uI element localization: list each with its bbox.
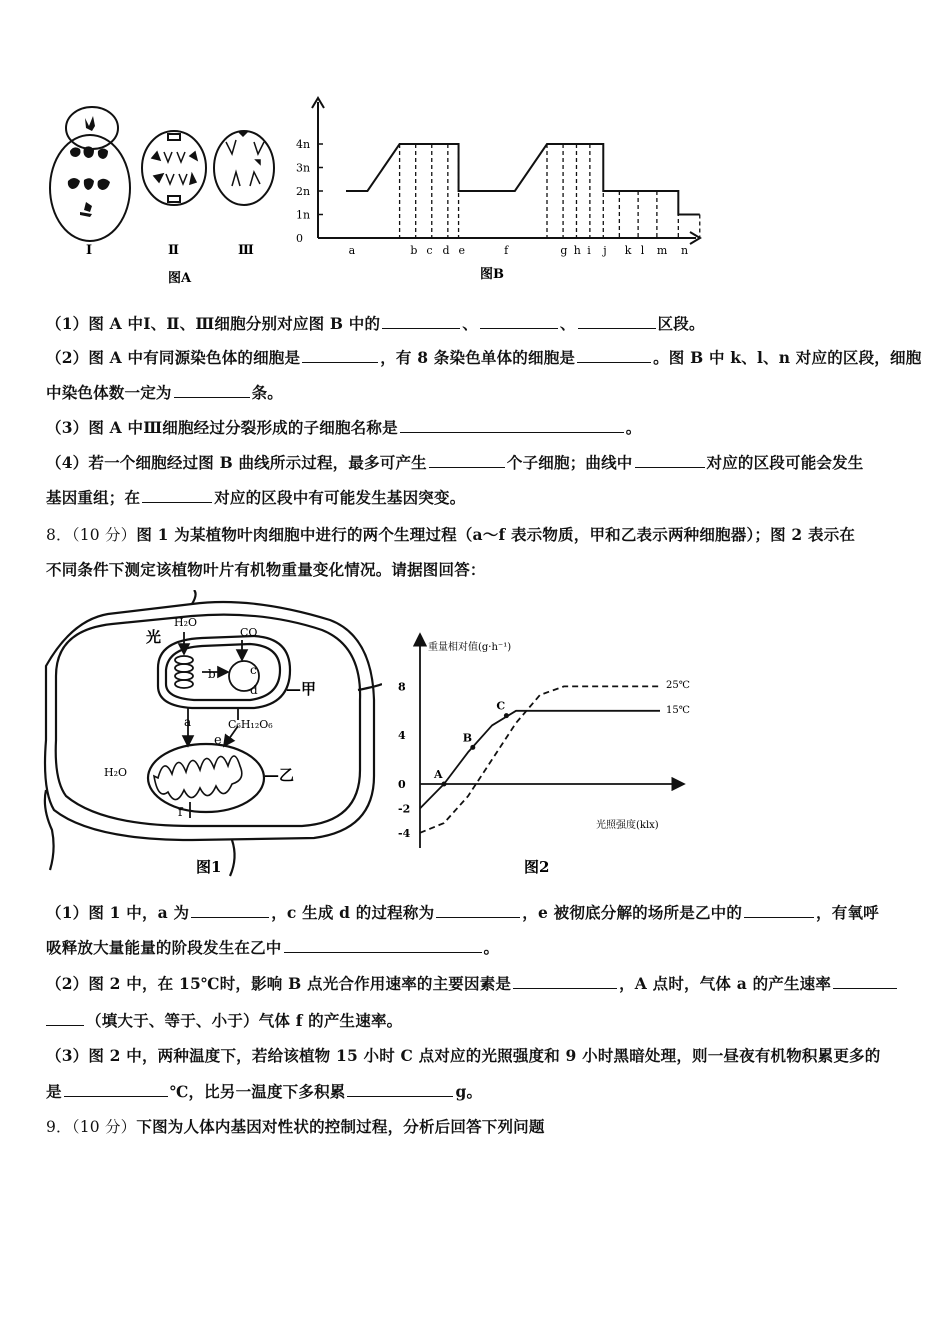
- cell-label-iii: Ⅲ: [238, 243, 254, 258]
- q8-part3-cont: [46, 1080, 482, 1102]
- q7-part4: [46, 451, 864, 473]
- figb-xlabel-k: k: [624, 244, 632, 257]
- fig2-point-B: [470, 745, 475, 750]
- q8-blank-5[interactable]: [513, 974, 617, 989]
- q8-intro: [46, 523, 855, 545]
- q8-p1d-text: ，有氧呼: [816, 903, 879, 922]
- q7-blank-4[interactable]: [302, 348, 378, 363]
- cell-ii: [142, 131, 206, 205]
- label-yi: —乙: [264, 766, 295, 784]
- label-a: a: [184, 715, 192, 729]
- q8-blank-8[interactable]: [347, 1082, 453, 1097]
- figb-xlabel-m: m: [656, 244, 668, 257]
- figb-xlabel-n: n: [681, 244, 689, 257]
- q7-blank-5[interactable]: [577, 348, 651, 363]
- q8-part1: [46, 901, 879, 923]
- figure-a-label: 图A: [168, 271, 192, 286]
- q8-p3a-text: （3）图 2 中，两种温度下，若给该植物 15 小时 C 点对应的光照强度和 9 小时黑暗处理，则一昼夜有机物积累更多的: [46, 1046, 881, 1065]
- figb-xlabel-e: e: [458, 244, 466, 257]
- q7-p1-sep-1: 、: [462, 314, 478, 333]
- figb-xlabel-b: b: [410, 244, 418, 257]
- q8-blank-3[interactable]: [744, 903, 814, 918]
- figb-ytick-3n: 3n: [296, 161, 311, 175]
- q8-blank-1[interactable]: [191, 903, 269, 918]
- q8-p1f-text: 。: [483, 938, 500, 957]
- fig2-xlabel: 光照强度(klx): [596, 820, 659, 831]
- q7-blank-10[interactable]: [142, 488, 212, 503]
- q8-blank-2[interactable]: [436, 903, 520, 918]
- cell-iii: [214, 131, 274, 205]
- label-c: c: [250, 663, 257, 677]
- q7-blank-9[interactable]: [635, 453, 705, 468]
- q7-blank-3[interactable]: [578, 314, 656, 329]
- label-jia: —甲: [286, 680, 317, 698]
- q7-blank-1[interactable]: [382, 314, 460, 329]
- fig2-axes: [420, 634, 684, 848]
- q7-part2: [46, 346, 921, 368]
- fig2-point-label-A: A: [434, 768, 443, 781]
- q8-p2b-text: ，A 点时，气体 a 的产生速率: [619, 974, 832, 993]
- figb-xlabel-f: f: [504, 244, 509, 257]
- q8-p3d-text: g。: [455, 1082, 483, 1101]
- figb-xlabel-d: d: [442, 244, 450, 257]
- q7-part4-cont: [46, 486, 465, 508]
- fig2-ytick--2: -2: [398, 802, 411, 816]
- q8-intro-cont: [46, 558, 486, 580]
- fig2-ytick-0: 0: [398, 778, 406, 791]
- label-f: f: [178, 805, 183, 819]
- q8-p3c-text: ℃，比另一温度下多积累: [169, 1082, 346, 1101]
- fig2-point-label-B: B: [462, 731, 473, 745]
- figure-b-chart: [292, 96, 712, 291]
- figb-ytick-2n: 2n: [296, 185, 311, 198]
- q8-blank-6a[interactable]: [833, 974, 897, 989]
- fig2-point-A: [442, 782, 447, 787]
- figure-b-label: 图B: [480, 267, 504, 282]
- label-b: b: [208, 667, 216, 681]
- label-h2o-top: H₂O: [174, 616, 198, 629]
- label-glucose: C₆H₁₂O₆: [228, 718, 273, 731]
- fig2-ytick--4: -4: [398, 826, 411, 840]
- fig2-ytick-8: 8: [398, 680, 406, 694]
- q7-p2d-text: 中染色体数一定为: [46, 383, 172, 402]
- q8-blank-4[interactable]: [284, 938, 482, 953]
- label-h2o-left: H₂O: [104, 766, 128, 779]
- q7-p2a-text: （2）图 A 中有同源染色体的细胞是: [46, 348, 301, 367]
- figure-b-axes: [312, 98, 700, 244]
- q7-p4c-text: 对应的区段可能会发生: [706, 453, 864, 472]
- q8-intro-b: 不同条件下测定该植物叶片有机物重量变化情况。请据图回答：: [46, 560, 486, 579]
- fig2-ytick-4: 4: [398, 729, 406, 743]
- label-d: d: [250, 683, 258, 697]
- cell-label-ii: Ⅱ: [168, 243, 179, 258]
- thylakoid-stack: [175, 656, 193, 688]
- figure-1-cell-diagram: [42, 590, 382, 882]
- q8-part2: [46, 972, 899, 994]
- q8-blank-7[interactable]: [64, 1082, 168, 1097]
- q7-part1: [46, 312, 705, 334]
- fig2-series-15c: [420, 711, 660, 809]
- cell-iii-chromosomes: [226, 132, 264, 186]
- figure-1-label: 图1: [196, 858, 222, 876]
- figb-xlabel-h: h: [573, 244, 581, 257]
- figb-ytick-0: 0: [296, 232, 303, 245]
- figb-xlabel-j: j: [603, 244, 607, 257]
- fig2-series-25c: [420, 686, 660, 832]
- figb-xlabel-i: i: [587, 244, 591, 257]
- fig2-point-label-C: C: [496, 699, 506, 713]
- q7-part3: [46, 416, 641, 438]
- figb-xlabel-a: a: [348, 244, 356, 257]
- q8-blank-6b[interactable]: [46, 1011, 84, 1026]
- fig2-ylabel: 重量相对值(g·h⁻¹): [428, 642, 512, 653]
- q8-p1a-text: （1）图 1 中，a 为: [46, 903, 190, 922]
- figb-xlabel-l: l: [640, 244, 645, 257]
- figb-xlabel-c: c: [426, 244, 433, 257]
- q9-intro: [46, 1115, 545, 1137]
- q7-p1-sep-2: 、: [559, 314, 576, 333]
- q7-p2b-text: ，有 8 条染色单体的细胞是: [380, 348, 576, 367]
- label-e: e: [214, 733, 222, 748]
- q8-p2c-text: （填大于、等于、小于）气体 f 的产生速率。: [86, 1011, 403, 1030]
- cell-label-i: Ⅰ: [86, 243, 93, 258]
- q7-blank-2[interactable]: [480, 314, 558, 329]
- q7-p4a-text: （4）若一个细胞经过图 B 曲线所示过程，最多可产生: [46, 453, 427, 472]
- q7-blank-8[interactable]: [429, 453, 505, 468]
- q8-intro-a: 图 1 为某植物叶肉细胞中进行的两个生理过程（a～f 表示物质，甲和乙表示两种细胞器）；图 2 表示在: [136, 525, 856, 544]
- q7-p2e-text: 条。: [251, 383, 284, 402]
- q7-part2-cont: [46, 381, 283, 403]
- q8-part2-cont: [46, 1009, 402, 1031]
- cell-ii-chromosomes: [152, 152, 197, 184]
- figure-a: [40, 96, 290, 291]
- q7-blank-7[interactable]: [400, 418, 624, 433]
- q8-p1c-text: ，e 被彻底分解的场所是乙中的: [522, 903, 743, 922]
- figb-ytick-4n: 4n: [296, 138, 311, 151]
- q9-text: 下图为人体内基因对性状的控制过程，分析后回答下列问题: [136, 1117, 545, 1136]
- q7-p1-end: 区段。: [657, 314, 705, 333]
- fig2-legend-25: 25℃: [666, 680, 690, 691]
- q8-p1e-text: 吸释放大量能量的阶段发生在乙中: [46, 938, 282, 957]
- label-light: 光: [146, 628, 162, 646]
- q7-p4d-text: 基因重组；在: [46, 488, 141, 507]
- label-co2: CO: [240, 626, 258, 639]
- q8-p2a-text: （2）图 2 中，在 15℃时，影响 B 点光合作用速率的主要因素是: [46, 974, 512, 993]
- q7-p3b-text: 。: [625, 418, 642, 437]
- fig2-legend-15: 15℃: [666, 705, 690, 716]
- cell-i-chromosomes: [68, 116, 110, 217]
- q7-p2c-text: 。图 B 中 k、l、n 对应的区段，细胞: [653, 348, 922, 367]
- q8-part1-cont: [46, 936, 499, 958]
- fig2-point-C: [504, 713, 509, 718]
- q8-p3b-text: 是: [46, 1082, 62, 1101]
- q7-p3a-text: （3）图 A 中Ⅲ细胞经过分裂形成的子细胞名称是: [46, 418, 398, 437]
- q8-number: 8．（10 分）: [46, 526, 137, 544]
- q9-number: 9．（10 分）: [46, 1118, 137, 1136]
- mitochondrion: [148, 744, 264, 812]
- q8-part3: [46, 1044, 880, 1066]
- q7-p4e-text: 对应的区段中有可能发生基因突变。: [214, 488, 466, 507]
- figb-ytick-1n: 1n: [296, 208, 311, 222]
- figure-2-chart: [384, 590, 714, 882]
- q7-p1-text: （1）图 A 中Ⅰ、Ⅱ、Ⅲ细胞分别对应图 B 中的: [46, 314, 381, 333]
- figb-xlabel-g: g: [560, 244, 568, 257]
- q7-blank-6[interactable]: [174, 383, 250, 398]
- q8-p1b-text: ，c 生成 d 的过程称为: [271, 903, 435, 922]
- q7-p4b-text: 个子细胞；曲线中: [506, 453, 633, 472]
- figure-2-label: 图2: [524, 858, 550, 876]
